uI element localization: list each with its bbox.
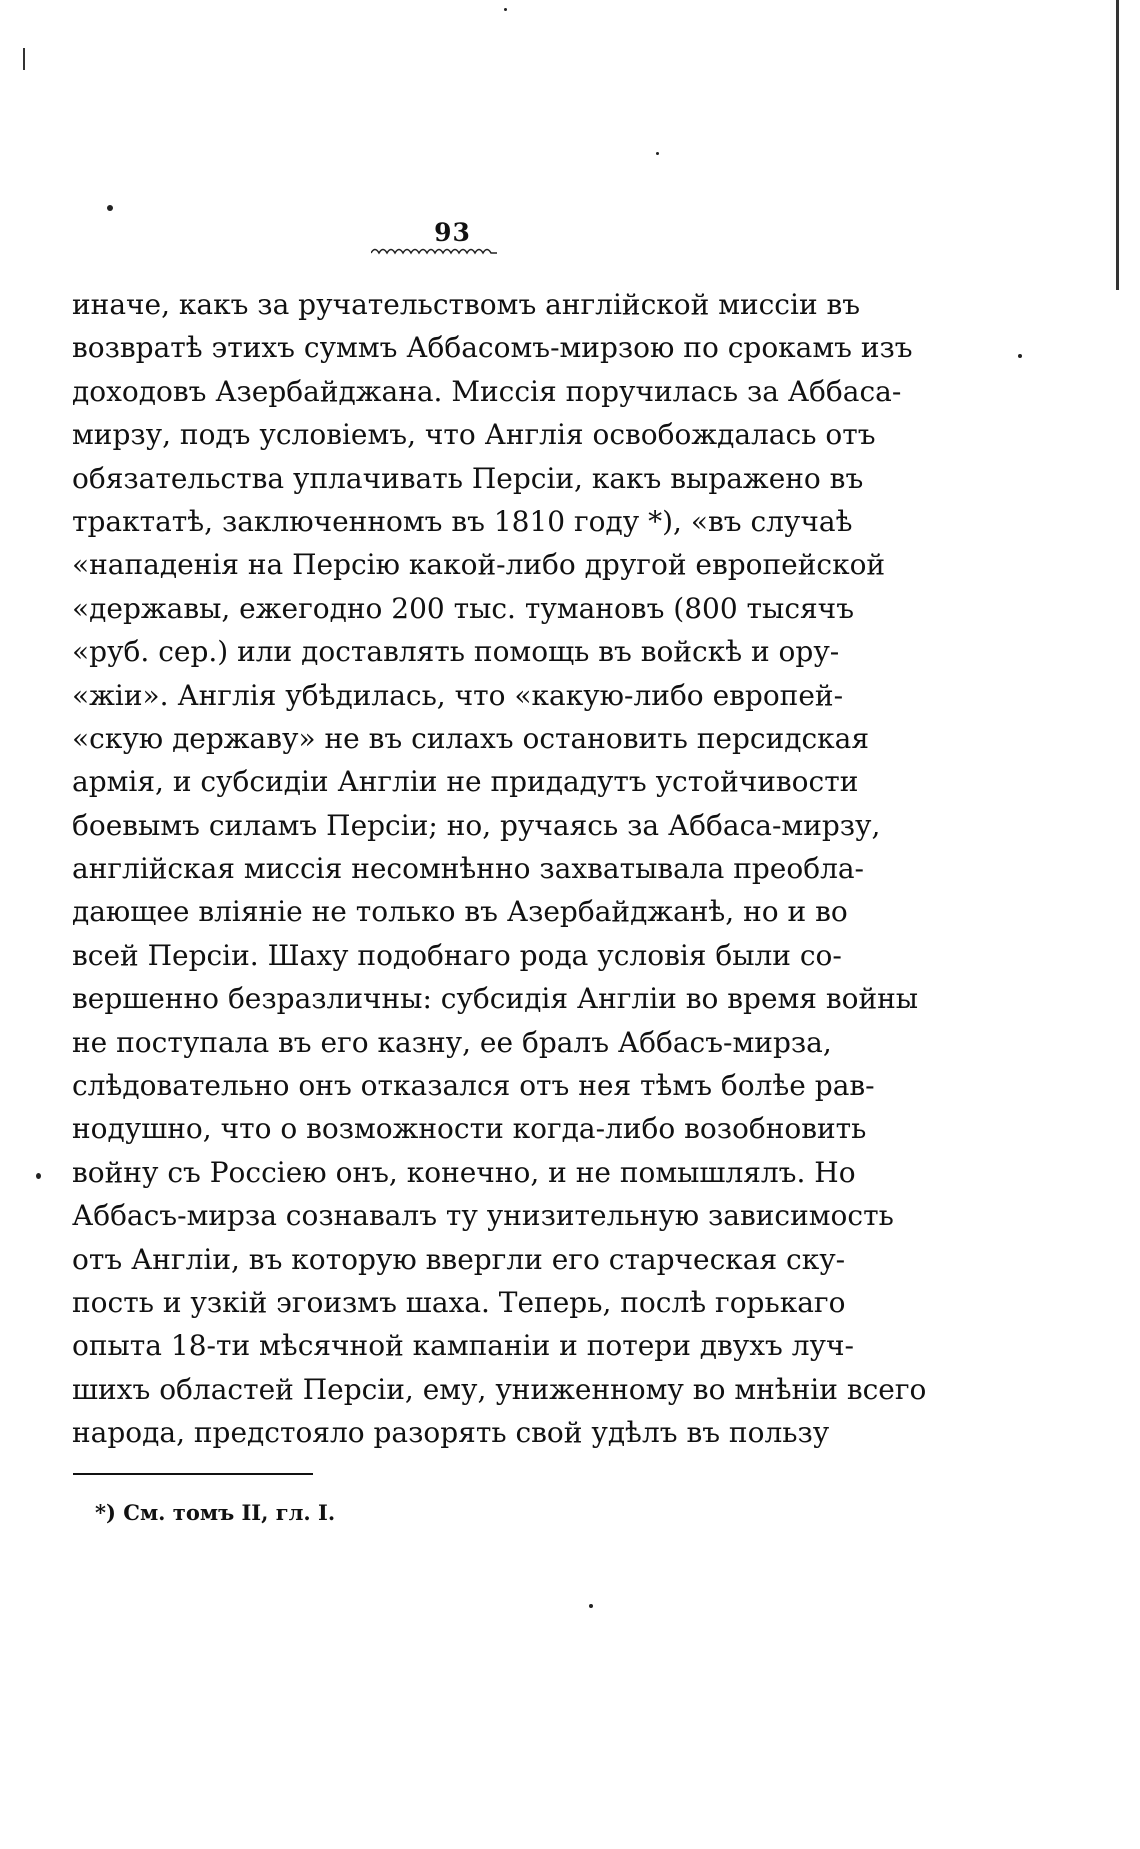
text-line: вершенно безразличны: субсидія Англіи во время войны xyxy=(72,982,919,1016)
text-line: «скую державу» не въ силахъ остановить персидская xyxy=(72,721,870,755)
text-line: доходовъ Азербайджана. Миссія поручилась за Аббаса- xyxy=(72,374,902,408)
text-line: обязательства уплачивать Персіи, какъ выражено въ xyxy=(72,461,864,495)
scan-speck xyxy=(107,205,113,211)
text-line: не поступала въ его казну, ее бралъ Аббасъ-мирза, xyxy=(72,1025,832,1059)
scan-speck xyxy=(504,8,507,11)
text-line: боевымъ силамъ Персіи; но, ручаясь за Аббаса-мирзу, xyxy=(72,808,881,842)
text-line: мирзу, подъ условіемъ, что Англія освобождалась отъ xyxy=(72,418,876,452)
text-line: возвратѣ этихъ суммъ Аббасомъ-мирзою по срокамъ изъ xyxy=(72,331,913,365)
text-line: трактатѣ, заключенномъ въ 1810 году *), «въ случаѣ xyxy=(72,504,853,538)
text-line: англійская миссія несомнѣнно захватывала преобла- xyxy=(72,852,865,886)
text-line: «нападенія на Персію какой-либо другой европейской xyxy=(72,548,886,582)
body-text xyxy=(72,283,927,1455)
text-line: пость и узкій эгоизмъ шаха. Теперь, послѣ горькаго xyxy=(72,1285,846,1319)
scan-edge-mark xyxy=(1116,0,1119,290)
text-line: иначе, какъ за ручательствомъ англійской миссіи въ xyxy=(72,288,861,321)
scan-speck xyxy=(589,1604,593,1608)
text-line: шихъ областей Персіи, ему, униженному во мнѣніи всего xyxy=(72,1372,927,1406)
page-number-ornament xyxy=(371,244,497,256)
text-line: «руб. сер.) или доставлять помощь въ войскѣ и ору- xyxy=(72,635,840,669)
scan-edge-mark xyxy=(23,48,25,70)
footnote: *) См. томъ II, гл. I. xyxy=(95,1500,336,1525)
text-line: Аббасъ-мирза сознавалъ ту унизительную зависимость xyxy=(72,1199,894,1233)
text-line: отъ Англіи, въ которую ввергли его старческая ску- xyxy=(72,1242,846,1276)
page-number: 93 xyxy=(434,218,471,247)
text-line: «жіи». Англія убѣдилась, что «какую-либо европей- xyxy=(72,678,844,712)
text-line: армія, и субсидіи Англіи не придадутъ устойчивости xyxy=(72,765,859,799)
scan-speck xyxy=(36,1173,41,1179)
text-line: войну съ Россіею онъ, конечно, и не помышлялъ. Но xyxy=(72,1155,856,1189)
footnote-divider xyxy=(73,1473,313,1475)
text-line: народа, предстояло разорять свой удѣлъ въ пользу xyxy=(72,1416,830,1450)
scan-speck xyxy=(656,152,659,155)
text-line: дающее вліяніе не только въ Азербайджанѣ, но и во xyxy=(72,895,848,929)
text-line: нодушно, что о возможности когда-либо возобновить xyxy=(72,1112,867,1146)
text-line: опыта 18-ти мѣсячной кампаніи и потери двухъ луч- xyxy=(72,1329,854,1363)
text-line: слѣдовательно онъ отказался отъ нея тѣмъ болѣе рав- xyxy=(72,1069,875,1103)
text-line: «державы, ежегодно 200 тыс. тумановъ (800 тысячъ xyxy=(72,591,855,625)
scan-speck xyxy=(1018,354,1022,358)
text-line: всей Персіи. Шаху подобнаго рода условія были со- xyxy=(72,938,842,972)
